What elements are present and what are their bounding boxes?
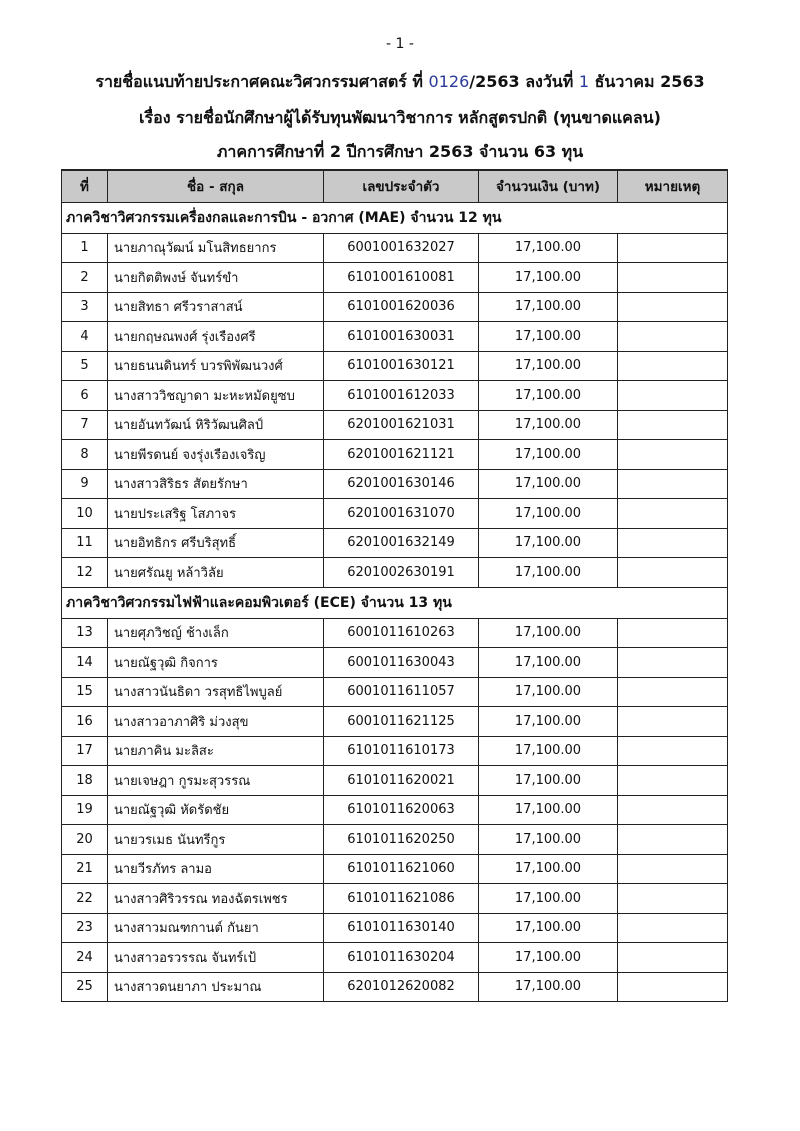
student-id: 6001011610263 <box>324 618 479 648</box>
student-name: นายวีรภัทร ลามอ <box>108 854 324 884</box>
student-id: 6001011621125 <box>324 707 479 737</box>
row-number: 10 <box>62 499 108 529</box>
student-id: 6101011621060 <box>324 854 479 884</box>
row-number: 24 <box>62 943 108 973</box>
table-body <box>62 202 728 1002</box>
student-name: นางสาวอาภาศิริ ม่วงสุข <box>108 707 324 737</box>
row-number: 5 <box>62 351 108 381</box>
note-cell <box>618 854 728 884</box>
table-row <box>62 884 728 914</box>
student-name: นางสาวมณฑกานต์ กันยา <box>108 913 324 943</box>
student-name: นางสาวดนยาภา ประมาณ <box>108 972 324 1002</box>
row-number: 16 <box>62 707 108 737</box>
table-row <box>62 707 728 737</box>
row-number: 22 <box>62 884 108 914</box>
student-id: 6001001632027 <box>324 233 479 263</box>
note-cell <box>618 648 728 678</box>
note-cell <box>618 440 728 470</box>
row-number: 19 <box>62 795 108 825</box>
student-name: นายศุภวิชญ์ ช้างเล็ก <box>108 618 324 648</box>
table-row <box>62 499 728 529</box>
student-id: 6101011620250 <box>324 825 479 855</box>
note-cell <box>618 707 728 737</box>
header-student-id: เลขประจำตัว <box>324 170 479 202</box>
table-row <box>62 233 728 263</box>
section-header-row <box>62 202 728 233</box>
row-number: 25 <box>62 972 108 1002</box>
table-row <box>62 558 728 588</box>
scholarship-amount: 17,100.00 <box>479 528 618 558</box>
student-id: 6101001630121 <box>324 351 479 381</box>
note-cell <box>618 558 728 588</box>
page-number: - 1 - <box>386 36 414 52</box>
row-number: 21 <box>62 854 108 884</box>
student-id: 6101011630204 <box>324 943 479 973</box>
scholarship-amount: 17,100.00 <box>479 825 618 855</box>
scholarship-amount: 17,100.00 <box>479 558 618 588</box>
scholarship-amount: 17,100.00 <box>479 410 618 440</box>
note-cell <box>618 825 728 855</box>
table-header-row <box>62 170 728 202</box>
student-name: นายกิตติพงษ์ จันทร์ขำ <box>108 263 324 293</box>
scholarship-amount: 17,100.00 <box>479 351 618 381</box>
table-row <box>62 677 728 707</box>
title-prefix: รายชื่อแนบท้ายประกาศคณะวิศวกรรมศาสตร์ ที่ <box>95 72 423 91</box>
table-row <box>62 913 728 943</box>
note-cell <box>618 351 728 381</box>
student-name: นางสาววิชญาดา มะหะหมัดยูซบ <box>108 381 324 411</box>
header-name: ชื่อ - สกุล <box>108 170 324 202</box>
student-name: นางสาวสิริธร สัตยรักษา <box>108 469 324 499</box>
scholarship-amount: 17,100.00 <box>479 884 618 914</box>
note-cell <box>618 972 728 1002</box>
row-number: 4 <box>62 322 108 352</box>
note-cell <box>618 499 728 529</box>
student-id: 6001011611057 <box>324 677 479 707</box>
student-id: 6101011630140 <box>324 913 479 943</box>
announcement-number: 0126 <box>428 72 470 91</box>
note-cell <box>618 322 728 352</box>
row-number: 23 <box>62 913 108 943</box>
note-cell <box>618 410 728 440</box>
note-cell <box>618 736 728 766</box>
student-name: นายอิทธิกร ศรีบริสุทธิ์ <box>108 528 324 558</box>
note-cell <box>618 469 728 499</box>
row-number: 12 <box>62 558 108 588</box>
student-id: 6101001612033 <box>324 381 479 411</box>
table-row <box>62 736 728 766</box>
student-name: นางสาวนันธิดา วรสุทธิไพบูลย์ <box>108 677 324 707</box>
student-name: นายภาคิน มะลิสะ <box>108 736 324 766</box>
header-note: หมายเหตุ <box>618 170 728 202</box>
note-cell <box>618 233 728 263</box>
row-number: 11 <box>62 528 108 558</box>
note-cell <box>618 943 728 973</box>
student-name: นางสาวศิริวรรณ ทองฉัตรเพชร <box>108 884 324 914</box>
table-row <box>62 469 728 499</box>
row-number: 6 <box>62 381 108 411</box>
scholarship-amount: 17,100.00 <box>479 233 618 263</box>
student-name: นายวรเมธ นันทรีกูร <box>108 825 324 855</box>
section-title: ภาควิชาวิศวกรรมไฟฟ้าและคอมพิวเตอร์ (ECE) จำนวน 13 ทุน <box>62 587 728 618</box>
table-row <box>62 410 728 440</box>
student-name: นายกฤษณพงศ์ รุ่งเรืองศรี <box>108 322 324 352</box>
title-suffix: ธันวาคม 2563 <box>594 72 705 91</box>
student-name: นายเจษฎา กูรมะสุวรรณ <box>108 766 324 796</box>
student-id: 6201001632149 <box>324 528 479 558</box>
row-number: 3 <box>62 292 108 322</box>
scholarship-amount: 17,100.00 <box>479 648 618 678</box>
student-name: นายอันทวัฒน์ หิริวัฒนศิลป์ <box>108 410 324 440</box>
student-name: นายประเสริฐ โสภาจร <box>108 499 324 529</box>
student-id: 6201001621031 <box>324 410 479 440</box>
student-id: 6101011620063 <box>324 795 479 825</box>
student-id: 6101011621086 <box>324 884 479 914</box>
section-header-row <box>62 587 728 618</box>
scholarship-amount: 17,100.00 <box>479 943 618 973</box>
row-number: 8 <box>62 440 108 470</box>
row-number: 15 <box>62 677 108 707</box>
scholarship-amount: 17,100.00 <box>479 292 618 322</box>
title-middle: /2563 ลงวันที่ <box>469 72 574 91</box>
scholarship-amount: 17,100.00 <box>479 263 618 293</box>
table-row <box>62 381 728 411</box>
table-row <box>62 440 728 470</box>
note-cell <box>618 795 728 825</box>
row-number: 1 <box>62 233 108 263</box>
table-row <box>62 322 728 352</box>
student-id: 6101001610081 <box>324 263 479 293</box>
student-id: 6001011630043 <box>324 648 479 678</box>
scholarship-amount: 17,100.00 <box>479 707 618 737</box>
row-number: 13 <box>62 618 108 648</box>
scholarship-amount: 17,100.00 <box>479 677 618 707</box>
student-name: นายธนนดินทร์ บวรพิพัฒนวงศ์ <box>108 351 324 381</box>
table-row <box>62 795 728 825</box>
row-number: 18 <box>62 766 108 796</box>
student-name: นายภาณุวัฒน์ มโนสิทธยากร <box>108 233 324 263</box>
student-id: 6201001621121 <box>324 440 479 470</box>
table-row <box>62 263 728 293</box>
student-name: นายพีรดนย์ จงรุ่งเรืองเจริญ <box>108 440 324 470</box>
row-number: 14 <box>62 648 108 678</box>
student-name: นายสิทธา ศรีวราสาสน์ <box>108 292 324 322</box>
scholarship-amount: 17,100.00 <box>479 913 618 943</box>
row-number: 20 <box>62 825 108 855</box>
note-cell <box>618 618 728 648</box>
scholarship-amount: 17,100.00 <box>479 499 618 529</box>
table-row <box>62 943 728 973</box>
scholarship-amount: 17,100.00 <box>479 469 618 499</box>
table-row <box>62 618 728 648</box>
section-title: ภาควิชาวิศวกรรมเครื่องกลและการบิน - อวกาศ (MAE) จำนวน 12 ทุน <box>62 202 728 233</box>
note-cell <box>618 381 728 411</box>
table-row <box>62 766 728 796</box>
table-row <box>62 854 728 884</box>
table-row <box>62 648 728 678</box>
student-id: 6101001620036 <box>324 292 479 322</box>
note-cell <box>618 528 728 558</box>
student-id: 6201001631070 <box>324 499 479 529</box>
scholarship-amount: 17,100.00 <box>479 322 618 352</box>
note-cell <box>618 677 728 707</box>
student-name: นางสาวอรวรรณ จันทร์เป้ <box>108 943 324 973</box>
scholarship-amount: 17,100.00 <box>479 854 618 884</box>
table-row <box>62 351 728 381</box>
student-id: 6201012620082 <box>324 972 479 1002</box>
student-id: 6101011620021 <box>324 766 479 796</box>
note-cell <box>618 766 728 796</box>
student-name: นายศรัณยู หล้าวิลัย <box>108 558 324 588</box>
scholarship-amount: 17,100.00 <box>479 381 618 411</box>
scholarship-amount: 17,100.00 <box>479 795 618 825</box>
row-number: 9 <box>62 469 108 499</box>
scholarship-amount: 17,100.00 <box>479 766 618 796</box>
student-id: 6201002630191 <box>324 558 479 588</box>
row-number: 7 <box>62 410 108 440</box>
table-row <box>62 528 728 558</box>
table-row <box>62 972 728 1002</box>
student-id: 6101011610173 <box>324 736 479 766</box>
note-cell <box>618 292 728 322</box>
document-title-line-1 <box>0 70 800 95</box>
document-title-line-2: เรื่อง รายชื่อนักศึกษาผู้ได้รับทุนพัฒนาวิชาการ หลักสูตรปกติ (ทุนขาดแคลน) <box>139 108 661 127</box>
scholarship-table <box>61 169 728 1002</box>
student-name: นายณัฐวุฒิ กิจการ <box>108 648 324 678</box>
note-cell <box>618 913 728 943</box>
scholarship-amount: 17,100.00 <box>479 440 618 470</box>
student-id: 6201001630146 <box>324 469 479 499</box>
note-cell <box>618 884 728 914</box>
table-row <box>62 292 728 322</box>
header-amount: จำนวนเงิน (บาท) <box>479 170 618 202</box>
student-id: 6101001630031 <box>324 322 479 352</box>
row-number: 17 <box>62 736 108 766</box>
note-cell <box>618 263 728 293</box>
header-no: ที่ <box>62 170 108 202</box>
row-number: 2 <box>62 263 108 293</box>
scholarship-amount: 17,100.00 <box>479 972 618 1002</box>
document-title-line-3: ภาคการศึกษาที่ 2 ปีการศึกษา 2563 จำนวน 63 ทุน <box>216 142 584 161</box>
table-row <box>62 825 728 855</box>
student-name: นายณัฐวุฒิ หัดรัดชัย <box>108 795 324 825</box>
announcement-day: 1 <box>578 72 590 91</box>
scholarship-amount: 17,100.00 <box>479 736 618 766</box>
scholarship-amount: 17,100.00 <box>479 618 618 648</box>
